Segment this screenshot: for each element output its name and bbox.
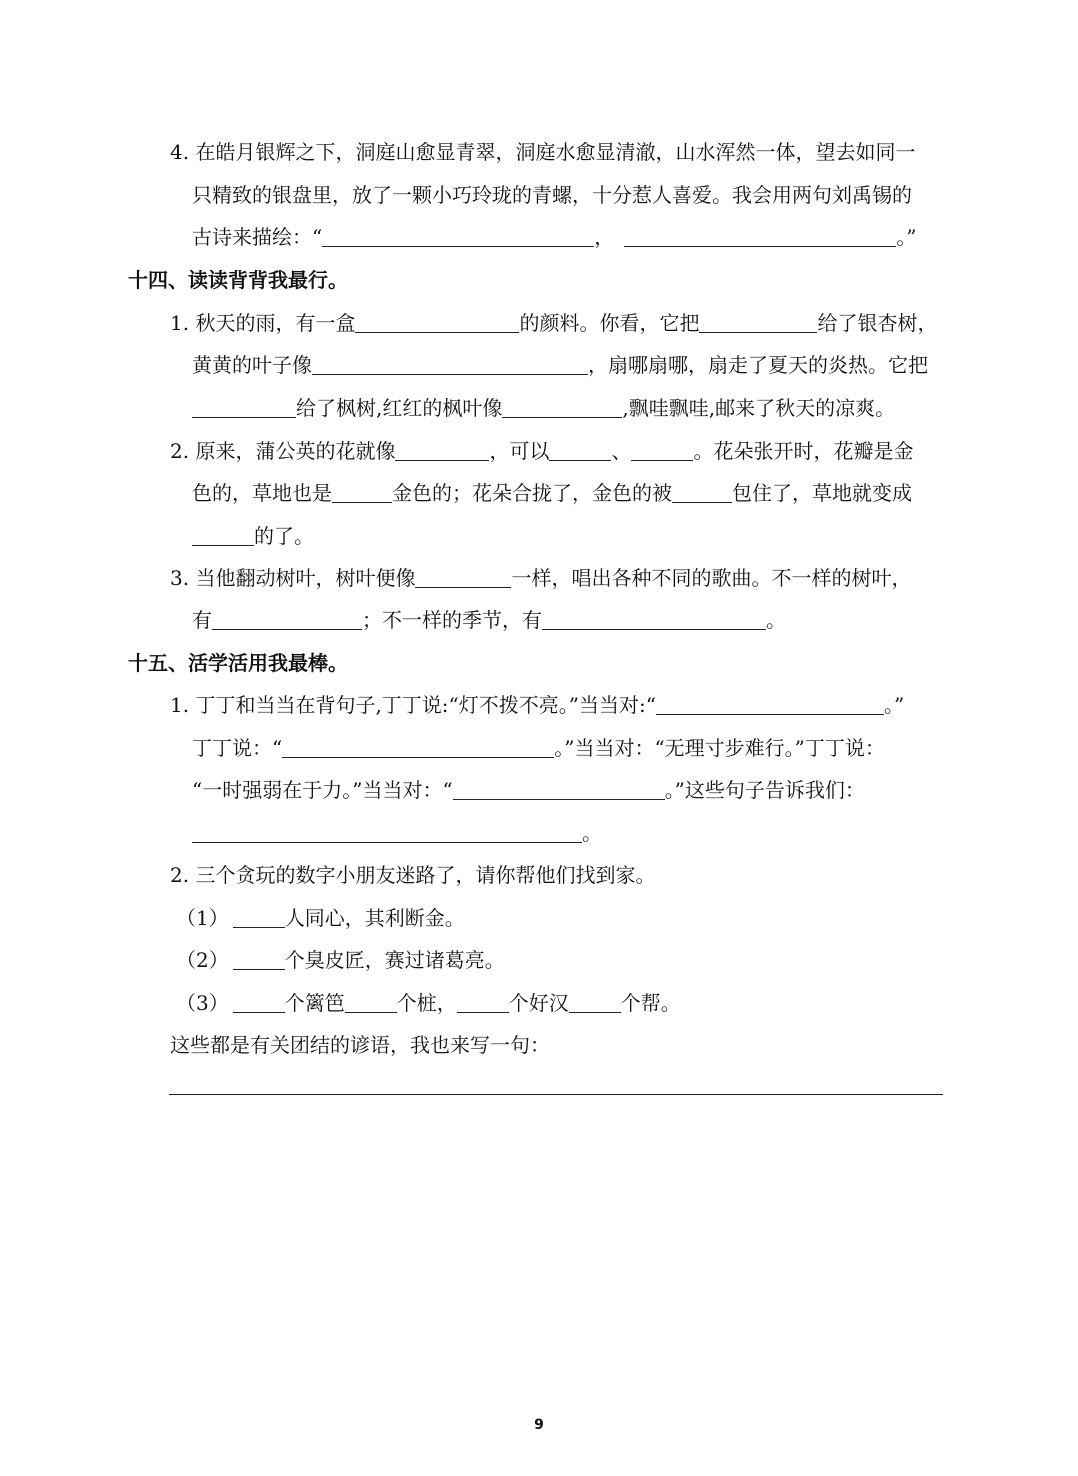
item-text: 个桩，: [396, 991, 457, 1015]
q14-1-text-3b: ,飘哇飘哇,邮来了秋天的凉爽。: [622, 396, 896, 420]
q14-3-text-2a: 有: [192, 608, 212, 632]
q14-2-text-3a: 的了。: [254, 524, 314, 548]
q13-4-text-2: 只精致的银盘里，放了一颗小巧玲珑的青螺，十分惹人喜爱。我会用两句刘禹锡的: [192, 183, 912, 207]
item-text: 个帮。: [620, 991, 681, 1015]
q14-1-text-1a: 1. 秋天的雨，有一盒: [170, 311, 356, 335]
page-number: 9: [534, 1417, 544, 1433]
answer-blank[interactable]: [345, 990, 397, 1013]
answer-blank[interactable]: [212, 607, 362, 630]
answer-blank[interactable]: [192, 395, 296, 418]
section-15-title-text: 十五、活学活用我最棒。: [128, 651, 348, 675]
answer-blank-poem-1[interactable]: [322, 224, 594, 247]
q13-4-text-3c: 。”: [896, 225, 917, 249]
q14-3-text-2c: 。: [766, 608, 786, 632]
q15-1-line-4: [192, 818, 602, 848]
answer-blank[interactable]: [395, 438, 489, 461]
answer-blank[interactable]: [415, 565, 511, 588]
q15-2-intro-text: 2. 三个贪玩的数字小朋友迷路了，请你帮他们找到家。: [170, 863, 656, 887]
answer-blank[interactable]: [656, 692, 884, 715]
q15-1-text-2b: 。”当当对：“无理寸步难行。”丁丁说：: [554, 736, 885, 760]
q14-3-text-2b: ；不一样的季节，有: [362, 608, 542, 632]
proverb-answer-line[interactable]: [169, 1094, 943, 1095]
answer-blank-poem-2[interactable]: [624, 224, 896, 247]
q14-3-text-1b: 一样，唱出各种不同的歌曲。不一样的树叶，: [511, 566, 912, 590]
q14-2-text-1b: ，可以: [489, 439, 550, 463]
q15-2-item-2: [176, 945, 505, 975]
q15-1-text-3a: “一时强弱在于力。”当当对：“: [192, 778, 453, 802]
q14-1-text-1c: 给了银杏树，: [817, 311, 938, 335]
q14-3-line-1: [170, 563, 911, 593]
answer-blank[interactable]: [502, 395, 622, 418]
q14-1-text-3a: 给了枫树,红红的枫叶像: [296, 396, 503, 420]
q15-1-text-3b: 。”这些句子告诉我们：: [664, 778, 865, 802]
q15-1-text-2a: 丁丁说：“: [192, 736, 283, 760]
q13-4-line-1: [170, 137, 915, 167]
section-14-title: [128, 265, 348, 295]
q15-2-item-3: [176, 988, 681, 1018]
answer-blank[interactable]: [233, 905, 285, 928]
answer-blank[interactable]: [631, 438, 693, 461]
q15-1-text-1a: 1. 丁丁和当当在背句子,丁丁说:“灯不拨不亮。”当当对:“: [170, 693, 656, 717]
answer-blank[interactable]: [457, 990, 509, 1013]
q14-2-text-1c: 、: [611, 439, 632, 463]
q15-1-text-4a: 。: [582, 821, 602, 845]
q14-2-text-1a: 2. 原来，蒲公英的花就像: [170, 439, 396, 463]
answer-blank[interactable]: [282, 735, 554, 758]
q14-3-line-2: [192, 605, 786, 635]
q14-2-line-1: [170, 436, 913, 466]
section-15-title: [128, 648, 348, 678]
q14-1-line-1: [170, 308, 937, 338]
q14-1-text-1b: 的颜料。你看，它把: [519, 311, 700, 335]
answer-blank[interactable]: [549, 438, 611, 461]
q14-2-text-2c: 包住了，草地就变成: [732, 481, 912, 505]
q14-1-text-2b: ，扇哪扇哪，扇走了夏天的炎热。它把: [588, 353, 928, 377]
answer-blank[interactable]: [453, 777, 665, 800]
answer-blank[interactable]: [542, 607, 766, 630]
q15-2-closing-text: 这些都是有关团结的谚语，我也来写一句：: [170, 1033, 550, 1057]
item-text: 个篱笆: [284, 991, 345, 1015]
section-14-title-text: 十四、读读背背我最行。: [128, 268, 348, 292]
q14-2-text-2b: 金色的；花朵合拢了，金色的被: [392, 481, 672, 505]
q13-4-line-3: [192, 222, 916, 252]
q13-4-text-3b: ，: [594, 225, 615, 249]
q13-4-text-1: 4. 在皓月银辉之下，洞庭山愈显青翠，洞庭水愈显清澈，山水浑然一体，望去如同一: [170, 140, 916, 164]
q15-1-line-1: [170, 690, 904, 720]
item-text: 人同心，其利断金。: [284, 906, 465, 930]
answer-blank[interactable]: [233, 947, 285, 970]
q13-4-line-2: [192, 180, 912, 210]
answer-blank[interactable]: [355, 310, 519, 333]
item-text: 个好汉: [508, 991, 569, 1015]
item-number: （1）: [176, 906, 229, 930]
q14-3-text-1a: 3. 当他翻动树叶，树叶便像: [170, 566, 416, 590]
answer-blank[interactable]: [192, 523, 254, 546]
item-number: （2）: [176, 948, 229, 972]
q15-1-text-1b: 。”: [883, 693, 905, 717]
item-number: （3）: [176, 991, 229, 1015]
answer-blank[interactable]: [699, 310, 817, 333]
q14-2-line-2: [192, 478, 912, 508]
answer-blank[interactable]: [192, 820, 582, 843]
q13-4-text-3a: 古诗来描绘：“: [192, 225, 323, 249]
q14-2-text-2a: 色的，草地也是: [192, 481, 332, 505]
q15-2-item-1: [176, 903, 465, 933]
q14-1-line-2: [192, 350, 928, 380]
item-text: 个臭皮匠，赛过诸葛亮。: [284, 948, 505, 972]
q15-2-intro: [170, 860, 655, 890]
q15-2-closing: [170, 1030, 550, 1060]
q15-1-line-3: [192, 775, 865, 805]
answer-blank[interactable]: [569, 990, 621, 1013]
answer-blank[interactable]: [233, 990, 285, 1013]
q14-2-text-1d: 。花朵张开时，花瓣是金: [693, 439, 914, 463]
q14-1-text-2a: 黄黄的叶子像: [192, 353, 312, 377]
q14-2-line-3: [192, 521, 314, 551]
answer-blank[interactable]: [672, 480, 732, 503]
answer-blank[interactable]: [312, 352, 588, 375]
q14-1-line-3: [192, 393, 895, 423]
answer-blank[interactable]: [332, 480, 392, 503]
q15-1-line-2: [192, 733, 885, 763]
